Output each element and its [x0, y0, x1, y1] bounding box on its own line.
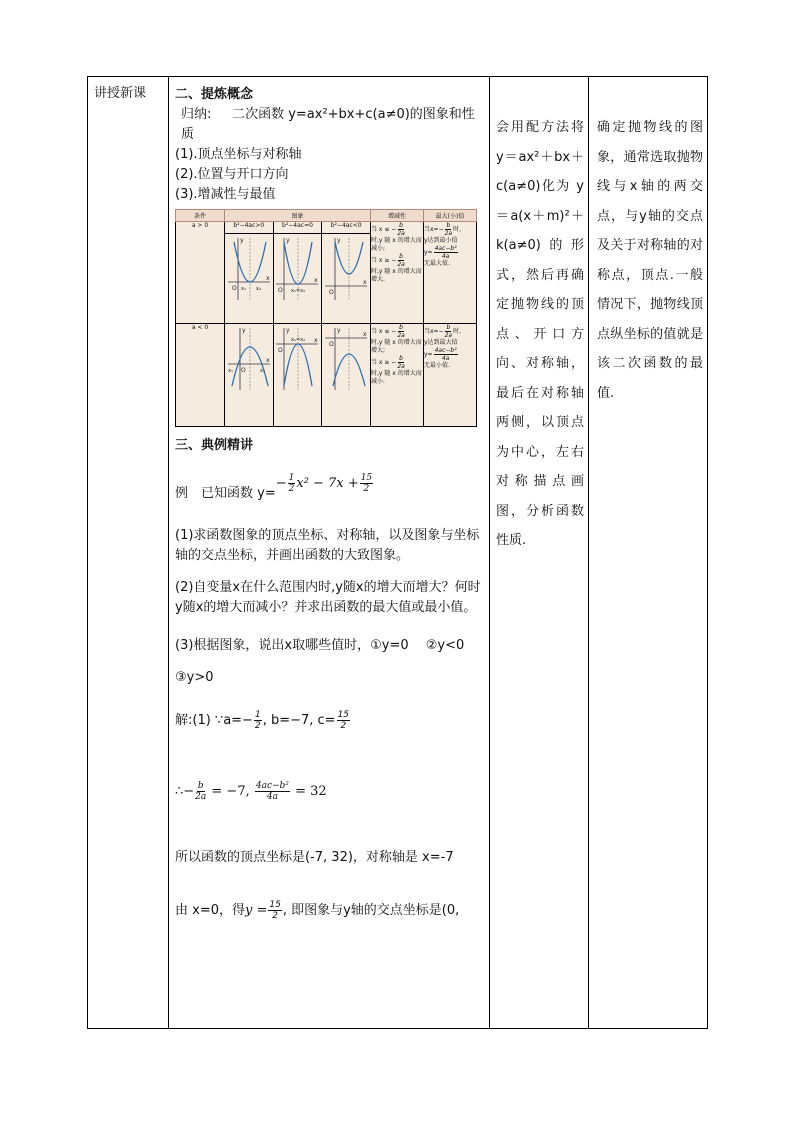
summary-line — [175, 105, 485, 145]
parabola-down-two-roots — [226, 324, 272, 392]
ext-neg: 当x=− $\frac{b}{2a}$ 时, y达到最大值 y= $\frac{\text{4ac−b²}}{4a}$ 无最小值. — [424, 324, 477, 427]
cond-neg: a < 0 — [176, 324, 225, 427]
svg-text:x₁: x₁ — [240, 286, 246, 292]
svg-text:y: y — [337, 237, 341, 244]
header-condition: 条件 — [176, 210, 225, 222]
svg-text:x: x — [314, 337, 319, 344]
cond-pos: a > 0 — [176, 222, 225, 324]
question-3a: (3)根据图象，说出x取哪些值时，①y=0 ②y<0 — [175, 638, 465, 653]
method-text: 会用配方法将 y＝ax²＋bx＋c(a≠0)化为 y＝a(x＋m)²＋k(a≠0)的形式，然后再确定抛物线的顶点、开口方向、对称轴，最后在对称轴两侧，以顶点为中心，左右对称描点画图，分析函数性质. — [496, 120, 584, 548]
svg-text:x: x — [314, 277, 319, 284]
section2-title: 二、提炼概念 — [175, 87, 254, 102]
svg-text:O: O — [329, 341, 334, 348]
parabola-down-one-root — [274, 324, 320, 392]
graph-neg-1 — [225, 324, 274, 427]
svg-text:O: O — [240, 367, 246, 374]
parabola-up-one-root — [274, 234, 320, 302]
sub-header-3: b²−4ac<0 — [322, 222, 371, 234]
parabola-up-no-root — [323, 234, 369, 302]
lesson-table — [87, 76, 708, 1029]
sub-header-2: b²−4ac=0 — [273, 222, 322, 234]
svg-text:O: O — [278, 287, 284, 294]
parabola-down-no-root — [323, 324, 369, 392]
property-table-image — [175, 209, 477, 426]
svg-text:O: O — [329, 289, 334, 296]
solution-4: 由 x=0，得y = $\frac{15}{2}$ , 即图象与y轴的交点坐标是(0, — [175, 900, 460, 921]
header-monotonic: 增减性 — [371, 210, 424, 222]
svg-text:x: x — [265, 357, 270, 364]
svg-text:y: y — [239, 237, 244, 244]
point-2: (2).位置与开口方向 — [175, 167, 289, 182]
solution-3: 所以函数的顶点坐标是(-7, 32)，对称轴是 x=-7 — [175, 850, 454, 865]
svg-text:O: O — [231, 285, 237, 292]
svg-text:x₁: x₁ — [227, 368, 233, 374]
mono-neg: 当 x ≤ − $\frac{b}{2a}$ 时,y 随 x 的增大而增大; 当 x ≥ − $\frac{b}{2a}$ 时,y 随 x 的增大而减小. — [371, 324, 424, 427]
note-cell — [589, 77, 708, 1029]
svg-text:x₁=x₂: x₁=x₂ — [291, 288, 306, 294]
method-cell — [490, 77, 589, 1029]
svg-text:x₂: x₂ — [255, 286, 261, 292]
parabola-up-two-roots — [226, 234, 272, 302]
svg-text:O: O — [278, 347, 284, 354]
question-3b: ③y>0 — [175, 670, 214, 685]
example-formula: − $\frac{1}{2}$ x² − 7x + $\frac{15}{2}$ — [275, 473, 373, 494]
note-text: 确定抛物线的图象，通常选取抛物线与x轴的两交点，与y轴的交点及关于对称轴的对称点，顶点.一般情况下，抛物线顶点纵坐标的值就是该二次函数的最值. — [597, 120, 703, 401]
ext-pos: 当x=− $\frac{b}{2a}$ 时, y达到最小值 y= $\frac{\text{4ac−b²}}{4a}$ 无最大值. — [424, 222, 477, 324]
svg-text:y: y — [241, 327, 246, 334]
content-cell — [169, 77, 490, 1029]
mono-pos: 当 x ≤ − $\frac{b}{2a}$ 时,y 随 x 的增大而减小; 当 x ≥ − $\frac{b}{2a}$ 时,y 随 x 的增大而增大. — [371, 222, 424, 324]
svg-text:x₁=x₂: x₁=x₂ — [291, 337, 306, 343]
point-1: (1).顶点坐标与对称轴 — [175, 147, 302, 162]
example-label: 例 已知函数 y= — [175, 486, 276, 501]
graph-pos-2 — [273, 234, 322, 324]
graph-pos-1 — [225, 234, 274, 324]
header-extremum: 最大(小)值 — [424, 210, 477, 222]
graph-pos-3 — [322, 234, 371, 324]
row-label-cell — [88, 77, 169, 1029]
svg-text:y: y — [286, 327, 291, 334]
svg-text:y: y — [337, 327, 341, 334]
sub-header-1: b²−4ac>0 — [225, 222, 274, 234]
graph-neg-2 — [273, 324, 322, 427]
summary-prefix: 归纳: — [181, 107, 212, 122]
svg-text:y: y — [286, 237, 291, 244]
row-label: 讲授新课 — [94, 86, 147, 101]
point-3: (3).增减性与最值 — [175, 187, 276, 202]
solution-1: 解:(1) ∵a=− $\frac{1}{2}$ , b=−7, c= $\frac{15}{2}$ — [175, 710, 350, 731]
question-1: (1)求函数图象的顶点坐标、对称轴，以及图象与坐标轴的交点坐标，并画出函数的大致图象。 — [175, 528, 480, 563]
svg-text:x: x — [363, 331, 367, 338]
summary-text: 二次函数 y=ax²+bx+c(a≠0)的图象和性质 — [181, 107, 475, 142]
header-graph: 图象 — [225, 210, 371, 222]
graph-neg-3 — [322, 324, 371, 427]
section3-title: 三、典例精讲 — [175, 438, 254, 453]
svg-text:x: x — [363, 279, 367, 286]
example-line — [175, 470, 485, 504]
question-2: (2)自变量x在什么范围内时,y随x的增大而增大？何时 y随x的增大而减小？并求出函数的最大值或最小值。 — [175, 580, 481, 615]
solution-2: ∴− $\frac{b}{2a}$ = −7, $\frac{\text{4ac−b²}}{4a}$ = 32 — [175, 781, 327, 802]
svg-text:x₂: x₂ — [259, 368, 265, 374]
svg-text:x: x — [265, 275, 270, 282]
